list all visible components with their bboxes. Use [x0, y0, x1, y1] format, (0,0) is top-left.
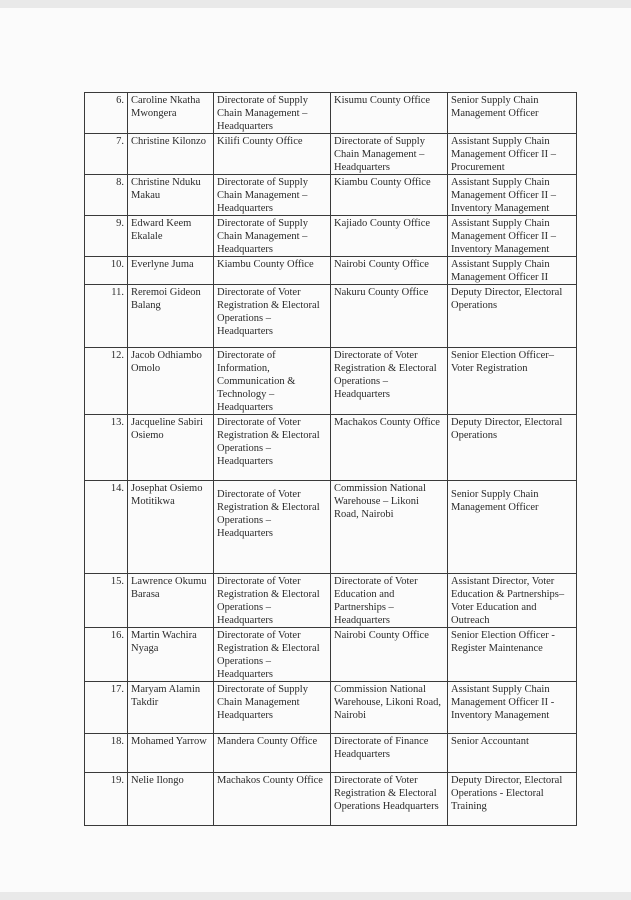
row-number: 7.: [85, 134, 128, 175]
to-office: Directorate of Voter Registration & Electoral Operations Headquarters: [331, 773, 448, 826]
to-office: Kisumu County Office: [331, 93, 448, 134]
table-row: [85, 285, 577, 348]
to-office: Kajiado County Office: [331, 216, 448, 257]
staff-name: Reremoi Gideon Balang: [128, 285, 214, 348]
position: Assistant Supply Chain Management Officer II – Inventory Management: [448, 216, 577, 257]
staff-name: Christine Kilonzo: [128, 134, 214, 175]
to-office: Nakuru County Office: [331, 285, 448, 348]
to-office: Directorate of Finance Headquarters: [331, 734, 448, 773]
staff-name: Nelie Ilongo: [128, 773, 214, 826]
from-office: Directorate of Supply Chain Management Headquarters: [214, 682, 331, 734]
from-office: Directorate of Supply Chain Management – Headquarters: [214, 216, 331, 257]
staff-name: Lawrence Okumu Barasa: [128, 574, 214, 628]
to-office: Machakos County Office: [331, 415, 448, 481]
staff-name: Jacob Odhiambo Omolo: [128, 348, 214, 415]
staff-name: Mohamed Yarrow: [128, 734, 214, 773]
position: Assistant Director, Voter Education & Partnerships– Voter Education and Outreach: [448, 574, 577, 628]
row-number: 15.: [85, 574, 128, 628]
position: Deputy Director, Electoral Operations - Electoral Training: [448, 773, 577, 826]
row-number: 6.: [85, 93, 128, 134]
position: Deputy Director, Electoral Operations: [448, 285, 577, 348]
table-row: [85, 628, 577, 682]
table-row: [85, 734, 577, 773]
table-row: [85, 93, 577, 134]
table-row: [85, 175, 577, 216]
to-office: Commission National Warehouse, Likoni Road, Nairobi: [331, 682, 448, 734]
table-row: [85, 481, 577, 574]
row-number: 8.: [85, 175, 128, 216]
row-number: 18.: [85, 734, 128, 773]
position: Senior Election Officer– Voter Registration: [448, 348, 577, 415]
staff-name: Jacqueline Sabiri Osiemo: [128, 415, 214, 481]
staff-deployment-table: [84, 92, 577, 826]
staff-name: Everlyne Juma: [128, 257, 214, 285]
from-office: Directorate of Information, Communication & Technology – Headquarters: [214, 348, 331, 415]
row-number: 12.: [85, 348, 128, 415]
table-row: [85, 415, 577, 481]
position: Assistant Supply Chain Management Officer II: [448, 257, 577, 285]
row-number: 13.: [85, 415, 128, 481]
to-office: Directorate of Supply Chain Management – Headquarters: [331, 134, 448, 175]
from-office: Directorate of Supply Chain Management – Headquarters: [214, 93, 331, 134]
from-office: Directorate of Voter Registration & Electoral Operations – Headquarters: [214, 285, 331, 348]
from-office: Machakos County Office: [214, 773, 331, 826]
from-office: Directorate of Voter Registration & Electoral Operations – Headquarters: [214, 481, 331, 574]
to-office: Directorate of Voter Registration & Electoral Operations – Headquarters: [331, 348, 448, 415]
staff-name: Josephat Osiemo Motitikwa: [128, 481, 214, 574]
to-office: Kiambu County Office: [331, 175, 448, 216]
position: Deputy Director, Electoral Operations: [448, 415, 577, 481]
row-number: 19.: [85, 773, 128, 826]
position: Senior Election Officer - Register Maintenance: [448, 628, 577, 682]
row-number: 14.: [85, 481, 128, 574]
from-office: Directorate of Voter Registration & Electoral Operations – Headquarters: [214, 628, 331, 682]
document-page: [0, 8, 631, 892]
position: Assistant Supply Chain Management Officer II - Inventory Management: [448, 682, 577, 734]
staff-name: Caroline Nkatha Mwongera: [128, 93, 214, 134]
staff-name: Martin Wachira Nyaga: [128, 628, 214, 682]
table-row: [85, 348, 577, 415]
position: Senior Accountant: [448, 734, 577, 773]
table-row: [85, 574, 577, 628]
to-office: Nairobi County Office: [331, 257, 448, 285]
table-row: [85, 134, 577, 175]
row-number: 11.: [85, 285, 128, 348]
from-office: Mandera County Office: [214, 734, 331, 773]
row-number: 9.: [85, 216, 128, 257]
staff-name: Maryam Alamin Takdir: [128, 682, 214, 734]
table-row: [85, 257, 577, 285]
position: Senior Supply Chain Management Officer: [448, 93, 577, 134]
from-office: Kiambu County Office: [214, 257, 331, 285]
from-office: Directorate of Voter Registration & Electoral Operations – Headquarters: [214, 415, 331, 481]
position: Assistant Supply Chain Management Officer II – Inventory Management: [448, 175, 577, 216]
position: Senior Supply Chain Management Officer: [448, 481, 577, 574]
staff-name: Edward Keem Ekalale: [128, 216, 214, 257]
table-row: [85, 682, 577, 734]
table-row: [85, 773, 577, 826]
to-office: Directorate of Voter Education and Partnerships – Headquarters: [331, 574, 448, 628]
row-number: 16.: [85, 628, 128, 682]
from-office: Directorate of Supply Chain Management – Headquarters: [214, 175, 331, 216]
to-office: Nairobi County Office: [331, 628, 448, 682]
staff-name: Christine Nduku Makau: [128, 175, 214, 216]
row-number: 17.: [85, 682, 128, 734]
position: Assistant Supply Chain Management Officer II – Procurement: [448, 134, 577, 175]
from-office: Kilifi County Office: [214, 134, 331, 175]
table-row: [85, 216, 577, 257]
to-office: Commission National Warehouse – Likoni Road, Nairobi: [331, 481, 448, 574]
from-office: Directorate of Voter Registration & Electoral Operations – Headquarters: [214, 574, 331, 628]
row-number: 10.: [85, 257, 128, 285]
